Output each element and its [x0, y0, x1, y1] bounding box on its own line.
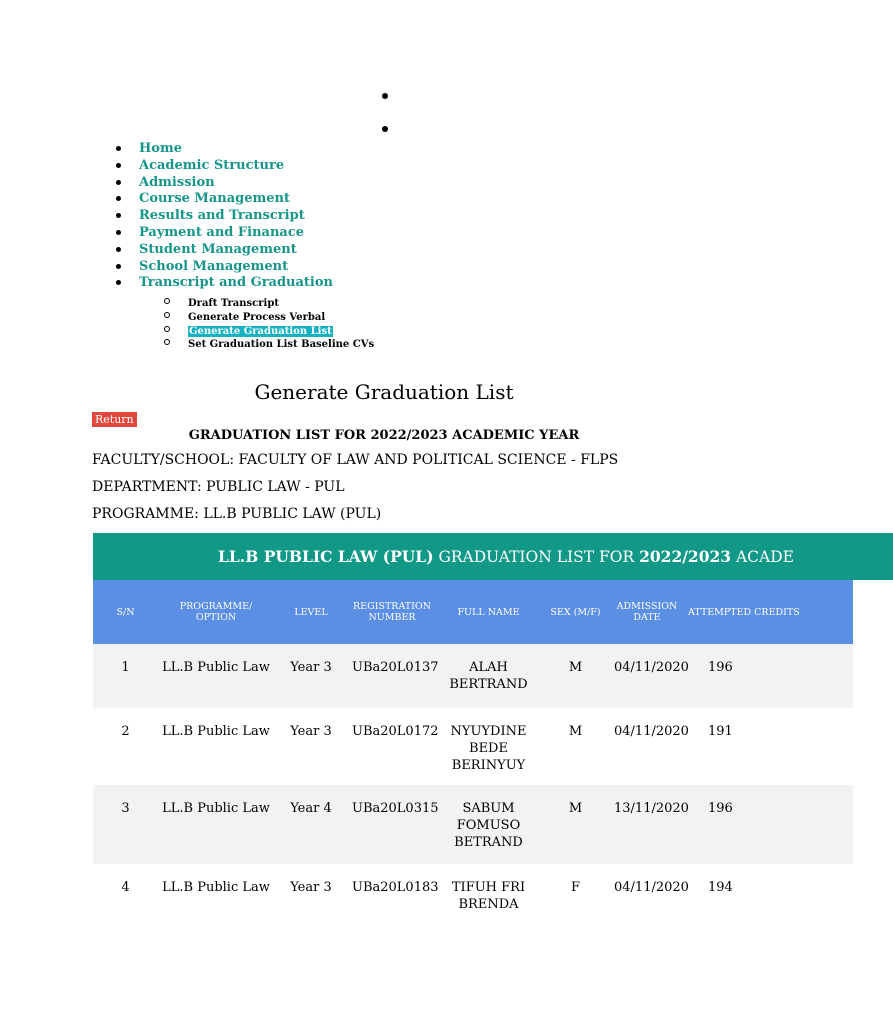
table-row — [93, 785, 853, 864]
graduation-table-container[interactable] — [93, 533, 800, 1024]
return-button[interactable]: Return — [92, 412, 137, 427]
nav-link-course-management[interactable]: Course Management — [139, 191, 290, 207]
banner-year: 2022/2023 — [639, 547, 732, 566]
cell-admission-date: 13/11/2020 — [610, 785, 684, 864]
header-full-name: FULL NAME — [436, 580, 541, 644]
nav-item-academic-structure[interactable] — [110, 156, 374, 173]
header-admission-date: ADMISSION DATE — [610, 580, 684, 644]
nav-item-transcript-and-graduation[interactable] — [110, 273, 375, 351]
cell-registration-number: UBa20L0315 — [348, 785, 436, 864]
cell-full-name: TIFUH FRI BRENDA — [436, 864, 541, 928]
banner-text: GRADUATION LIST FOR — [433, 548, 640, 566]
cell-programme: LL.B Public Law — [158, 708, 274, 785]
nav-item-admission[interactable] — [110, 173, 374, 190]
submenu-item-generate-graduation-list[interactable] — [139, 322, 374, 336]
cell-attempted-credits: 196 — [684, 785, 853, 864]
header-programme: PROGRAMME/ OPTION — [158, 580, 274, 644]
cell-sex: M — [541, 644, 610, 708]
cell-sex: M — [541, 708, 610, 785]
cell-sn: 4 — [93, 864, 158, 928]
cell-programme: LL.B Public Law — [158, 864, 274, 928]
cell-admission-date: 04/11/2020 — [610, 644, 684, 708]
cell-sex: F — [541, 864, 610, 928]
cell-full-name: ALAH BERTRAND — [436, 644, 541, 708]
cell-full-name: SABUM FOMUSO BETRAND — [436, 785, 541, 864]
nav-item-course-management[interactable] — [110, 189, 374, 206]
table-row — [93, 708, 853, 785]
banner-programme: LL.B PUBLIC LAW (PUL) — [218, 547, 434, 566]
table-header-row — [93, 580, 853, 644]
table-banner — [93, 533, 893, 580]
nav-link-results-and-transcript[interactable]: Results and Transcript — [139, 208, 305, 224]
nav-link-student-management[interactable]: Student Management — [139, 241, 297, 257]
cell-level: Year 3 — [274, 708, 348, 785]
header-sn: S/N — [93, 580, 158, 644]
nav-link-home[interactable]: Home — [139, 141, 182, 156]
cell-level: Year 3 — [274, 644, 348, 708]
header-registration-number: REGISTRATION NUMBER — [348, 580, 436, 644]
cell-attempted-credits: 194 — [684, 864, 853, 928]
nav-item-results-and-transcript[interactable] — [110, 206, 374, 223]
submenu-link-set-graduation-list-baseline[interactable]: Set Graduation List Baseline CVs — [188, 339, 375, 351]
bullet-icon — [382, 93, 388, 99]
submenu-item-set-graduation-list-baseline[interactable] — [139, 335, 374, 349]
cell-full-name: NYUYDINE BEDE BERINYUY — [436, 708, 541, 785]
cell-registration-number: UBa20L0137 — [348, 644, 436, 708]
nav-item-school-management[interactable] — [110, 257, 374, 274]
graduation-list-heading: GRADUATION LIST FOR 2022/2023 ACADEMIC YEAR — [188, 428, 580, 443]
nav-link-payment-and-finance[interactable]: Payment and Finanace — [139, 224, 305, 240]
main-nav — [110, 139, 375, 351]
faculty-line: FACULTY/SCHOOL: FACULTY OF LAW AND POLITICAL SCIENCE - FLPS — [92, 452, 619, 468]
nav-link-school-management[interactable]: School Management — [139, 258, 289, 274]
department-line: DEPARTMENT: PUBLIC LAW - PUL — [92, 479, 345, 495]
cell-sn: 2 — [93, 708, 158, 785]
submenu-transcript-and-graduation — [139, 294, 374, 349]
submenu-link-generate-process-verbal[interactable]: Generate Process Verbal — [188, 311, 326, 323]
banner-text-cut: ACADE — [731, 548, 794, 566]
cell-programme: LL.B Public Law — [158, 785, 274, 864]
nav-link-academic-structure[interactable]: Academic Structure — [139, 157, 285, 173]
cell-registration-number: UBa20L0183 — [348, 864, 436, 928]
bullet-icon — [382, 126, 388, 132]
submenu-item-generate-process-verbal[interactable] — [139, 308, 374, 322]
cell-level: Year 4 — [274, 785, 348, 864]
cell-admission-date: 04/11/2020 — [610, 864, 684, 928]
cell-programme: LL.B Public Law — [158, 644, 274, 708]
nav-item-payment-and-finance[interactable] — [110, 223, 374, 240]
cell-registration-number: UBa20L0172 — [348, 708, 436, 785]
page-title: Generate Graduation List — [254, 380, 514, 404]
cell-sn: 3 — [93, 785, 158, 864]
table-row — [93, 864, 853, 928]
cell-sex: M — [541, 785, 610, 864]
submenu-link-generate-graduation-list[interactable]: Generate Graduation List — [189, 325, 332, 337]
cell-attempted-credits: 191 — [684, 708, 853, 785]
cell-admission-date: 04/11/2020 — [610, 708, 684, 785]
nav-link-admission[interactable]: Admission — [139, 174, 215, 190]
header-level: LEVEL — [274, 580, 348, 644]
cell-level: Year 3 — [274, 864, 348, 928]
programme-line: PROGRAMME: LL.B PUBLIC LAW (PUL) — [92, 506, 382, 522]
header-sex: SEX (M/F) — [541, 580, 610, 644]
header-attempted-credits: ATTEMPTED CREDITS — [684, 580, 853, 644]
graduation-table — [93, 580, 853, 928]
cell-attempted-credits: 196 — [684, 644, 853, 708]
cell-sn: 1 — [93, 644, 158, 708]
nav-item-home[interactable] — [110, 139, 374, 156]
submenu-link-draft-transcript[interactable]: Draft Transcript — [188, 298, 279, 310]
nav-link-transcript-and-graduation[interactable]: Transcript and Graduation — [139, 275, 333, 291]
nav-item-student-management[interactable] — [110, 240, 374, 257]
table-row — [93, 644, 853, 708]
submenu-item-draft-transcript[interactable] — [139, 294, 374, 308]
